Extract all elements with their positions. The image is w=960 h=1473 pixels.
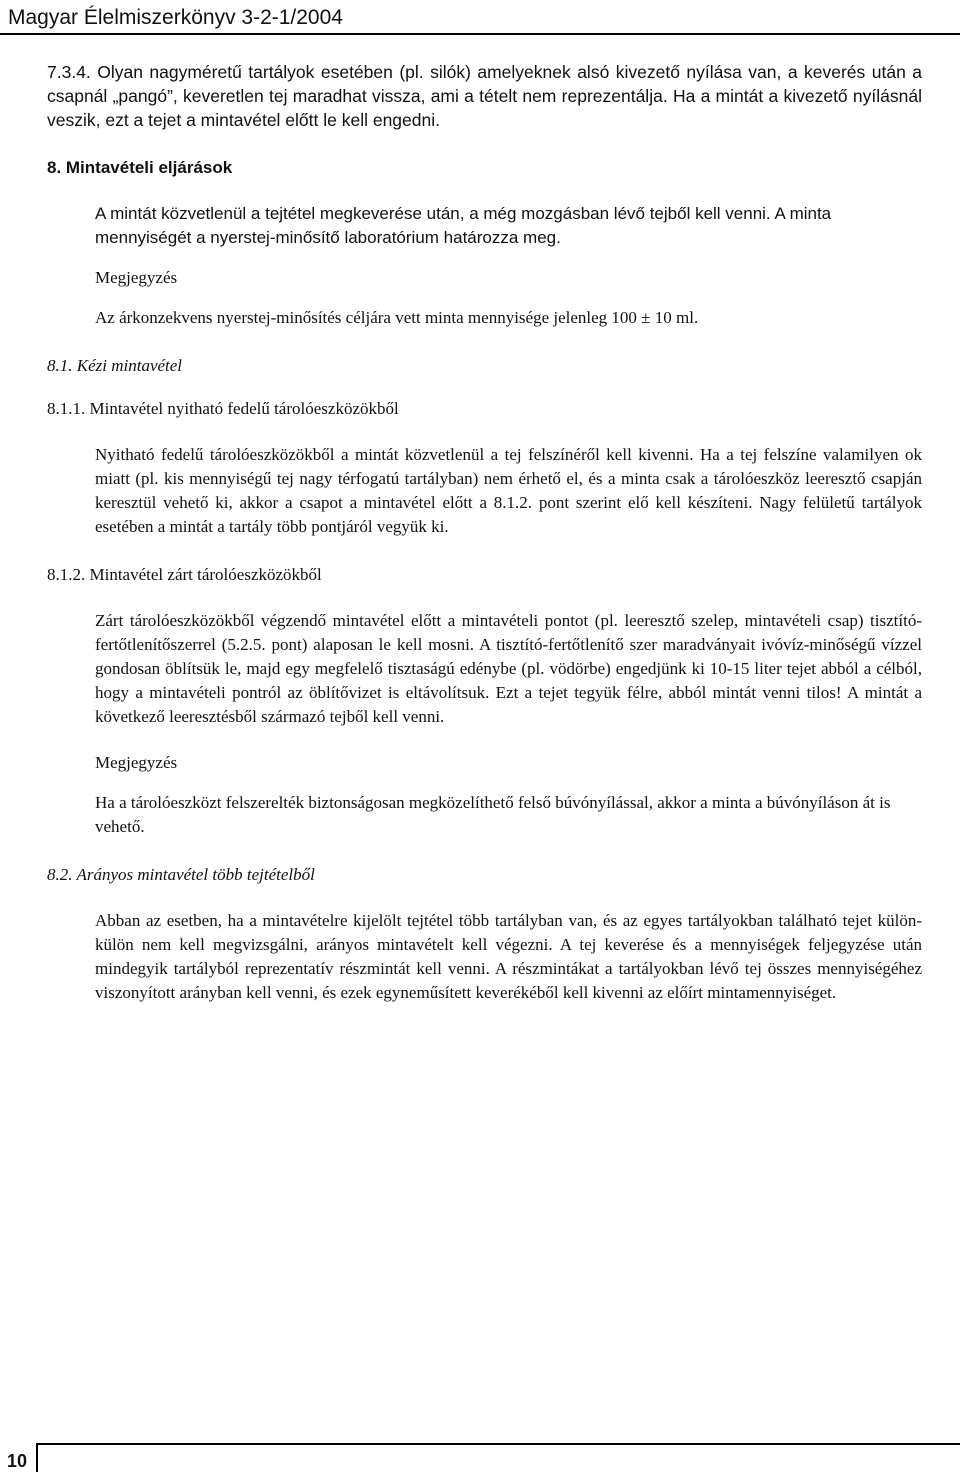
section-8-2-heading: 8.2. Arányos mintavétel több tejtételből (47, 865, 315, 884)
paragraph-8-1-1: Nyitható fedelű tárolóeszközökből a mintát közvetlenül a tej felszínéről kell kivenni. Ha a tej felszíne valamilyen ok miatt (pl. kis mennyiségű tej nagy térfogatú tartályban) nem érhető el, és a minta csak a tárolóeszköz leeresztő csapján keresztül vehető ki, akkor a csapot a mintavétel előtt a 8.1.2. pont szerint elő kell készíteni. Nagy felületű tartályok esetében a mintát a tartály több pontjáról vegyük ki. (95, 445, 922, 536)
page-number: 10 (7, 1451, 28, 1471)
section-8-1-2-heading: 8.1.2. Mintavétel zárt tárolóeszközökből (47, 565, 322, 584)
note-1-label: Megjegyzés (95, 268, 178, 287)
footer-corner-rule (36, 1443, 38, 1472)
page-content (47, 60, 922, 1005)
section-8-heading: 8. Mintavételi eljárások (47, 158, 233, 177)
section-8-1-1-heading: 8.1.1. Mintavétel nyitható fedelű tárolóeszközökből (47, 399, 399, 418)
paragraph-8-1-2: Zárt tárolóeszközökből végzendő mintavétel előtt a mintavételi pontot (pl. leeresztő szelep, mintavételi csap) tisztító-fertőtlenítőszerrel (5.2.5. pont) alaposan le kell mosni. A tisztító-fertőtlenítő szer maradványait ivóvíz-minőségű vízzel gondosan öblítsük le, majd egy megfelelő tisztaságú edénybe (pl. vödörbe) engedjünk ki 10-15 liter tejet abból a célból, hogy a mintavételi pontról az öblítővizet is eltávolítsuk. Ezt a tejet tegyük félre, abból mintát venni tilos! A mintát a következő leeresztésből származó tejből kell venni. (95, 611, 922, 726)
section-8-1-heading: 8.1. Kézi mintavétel (47, 356, 183, 375)
note-1-text: Az árkonzekvens nyerstej-minősítés céljára vett minta mennyisége jelenleg 100 ± 10 ml. (95, 308, 699, 327)
note-2-label: Megjegyzés (95, 753, 178, 772)
paragraph-8: A mintát közvetlenül a tejtétel megkeverése után, a még mozgásban lévő tejből kell venni. A minta mennyiségét a nyerstej-minősítő laboratórium határozza meg. (95, 204, 832, 247)
footer-rule (36, 1443, 960, 1445)
document-title: Magyar Élelmiszerkönyv 3-2-1/2004 (8, 6, 343, 29)
paragraph-8-2: Abban az esetben, ha a mintavételre kijelölt tejtétel több tartályban van, és az egyes tartályokban található tejet külön-külön nem kell megvizsgálni, arányos mintavételt kell végezni. A tej keverése és a mennyiségek feljegyzése után mindegyik tartályból reprezentatív részmintát kell venni. A részmintákat a tartályokban lévő tej összes mennyiségéhez viszonyított arányban kell venni, és ezek egyneműsített keverékéből kell kivenni az előírt mintamennyiséget. (95, 911, 922, 1002)
page-header (8, 2, 960, 33)
paragraph-7-3-4: 7.3.4. Olyan nagyméretű tartályok esetében (pl. silók) amelyeknek alsó kivezető nyílása van, a keverés után a csapnál „pangó”, keveretlen tej maradhat vissza, ami a tételt nem reprezentálja. Ha a mintát a kivezető nyílásnál veszik, ezt a tejet a mintavétel előtt le kell engedni. (47, 62, 922, 130)
header-rule (0, 33, 960, 35)
note-2-text: Ha a tárolóeszközt felszerelték biztonságosan megközelíthető felső búvónyílással, akkor a minta a búvónyíláson át is vehető. (95, 793, 891, 836)
